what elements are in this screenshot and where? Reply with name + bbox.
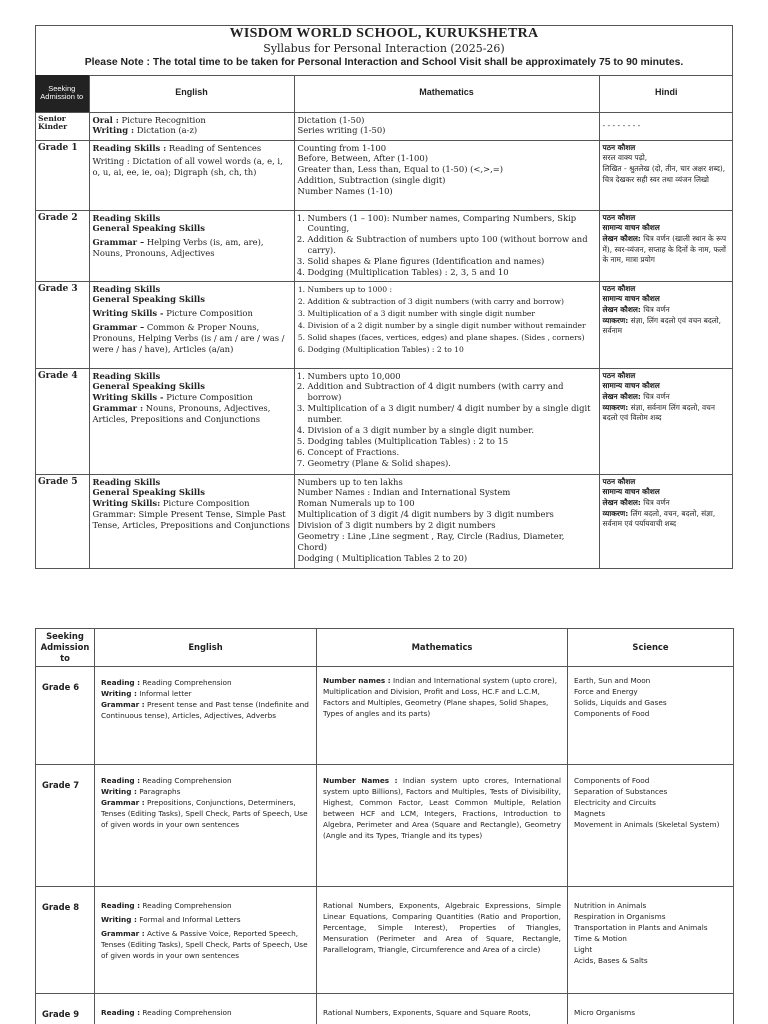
col-header-seeking: Seeking Admission to [36, 629, 95, 667]
table-header-row [35, 75, 733, 112]
grade-label: Grade 9 [36, 994, 95, 1024]
col-header-english: English [95, 629, 317, 667]
table-row-grade-9 [36, 994, 734, 1024]
table-row-grade-6 [36, 667, 734, 765]
hindi-cell: पठन कौशल सामान्य वाचन कौशल लेखन कौशल: चित्र वर्णन व्याकरण: संज्ञा, सर्वनाम लिंग बदलो, वचन बदलो एवं विलोम शब्द [599, 368, 733, 474]
hindi-cell: - - - - - - - - [599, 112, 733, 140]
math-cell: Number Names : Indian system upto crores, International system upto Billions), Factors and Multiples, Tests of Divisibility, Highest, Common Factor, Least Common Multiple, Relation between HCF and LCM, Integers, Fractions, Introduction to Algebra, Perimeter and Area (Square and Rectangle), Geometry (Angle and its Types, Triangle and its types) [317, 765, 568, 887]
grade-label: Senior Kinder [35, 112, 89, 140]
hindi-cell: पठन कौशल सामान्य वाचन कौशल लेखन कौशल: चित्र वर्णन व्याकरण: लिंग बदलो, वचन, बदलो, संज्ञा, सर्वनाम एवं पर्यायवाची शब्द [599, 474, 733, 569]
science-cell: Components of Food Separation of Substances Electricity and Circuits Magnets Movement in Animals (Skeletal System) [568, 765, 734, 887]
math-cell: Rational Numbers, Exponents, Square and Square Roots, [317, 994, 568, 1024]
table-row-grade-7 [36, 765, 734, 887]
english-cell: Reading : Reading Comprehension Writing : Informal letter Grammar : Present tense and Past tense (Indefinite and Continuous tense), Articles, Adjectives, Adverbs [95, 667, 317, 765]
english-cell: Reading Skills General Speaking Skills Grammar – Helping Verbs (is, am, are), Nouns, Pronouns, Adjectives [89, 210, 294, 281]
table-header-row [36, 629, 734, 667]
english-cell: Reading : Reading Comprehension Writing : Paragraphs Grammar : Prepositions, Conjunctions, Determiners, Tenses (Editing Tasks), Spell Check, Parts of Speech, Use of given words in your own sentences [95, 765, 317, 887]
math-cell: Number names : Indian and International system (upto crore), Multiplication and Division, Profit and Loss, HC.F and L.C.M, Factors and Multiples, Geometry (Plane shapes, Solid Shapes, Types of angles and its parts) [317, 667, 568, 765]
english-cell: Reading Skills General Speaking Skills Writing Skills - Picture Composition Grammar – Common & Proper Nouns, Pronouns, Helping Verbs (is / am / are / was / were / has / have), Articles (a/an) [89, 281, 294, 368]
grade-label: Grade 5 [35, 474, 89, 569]
grade-label: Grade 3 [35, 281, 89, 368]
science-cell: Nutrition in Animals Respiration in Organisms Transportation in Plants and Animals Time & Motion Light Acids, Bases & Salts [568, 887, 734, 994]
english-cell: Reading : Reading Comprehension [95, 994, 317, 1024]
english-cell: Oral : Picture Recognition Writing : Dictation (a-z) [89, 112, 294, 140]
col-header-hindi: Hindi [599, 75, 733, 112]
math-cell: 1. Numbers upto 10,000 2. Addition and Subtraction of 4 digit numbers (with carry and borrow) 3. Multiplication of a 3 digit number/ 4 digit number by a single digit number. 4. Division of a 3 digit number by a single digit number. 5. Dodging tables (Multiplication Tables) : 2 to 15 6. Concept of Fractions. 7. Geometry (Plane & Solid shapes). [294, 368, 599, 474]
primary-syllabus-table [35, 75, 733, 569]
english-cell: Reading Skills : Reading of Sentences Writing : Dictation of all vowel words (a, e, i, o, u, ai, ee, ie, oa); Digraph (sh, ch, th) [89, 140, 294, 210]
math-cell: 1. Numbers (1 – 100): Number names, Comparing Numbers, Skip Counting, 2. Addition & Subtraction of numbers upto 100 (without borrow and carry). 3. Solid shapes & Plane figures (Identification and names) 4. Dodging (Multiplication Tables) : 2, 3, 5 and 10 [294, 210, 599, 281]
time-note: Please Note : The total time to be taken for Personal Interaction and School Visit shall be approximately 75 to 90 minutes. [84, 57, 684, 68]
col-header-seeking: Seeking Admission to [35, 75, 89, 112]
math-cell: Rational Numbers, Exponents, Algebraic Expressions, Simple Linear Equations, Comparing Quantities (Ratio and Proportion, Percentage, Simple Interest), Properties of Triangles, Mensuration (Perimeter and Area of Square, Rectangle, Parallelogram, Triangle, Circumference and Area of a circle) [317, 887, 568, 994]
grade-label: Grade 7 [36, 765, 95, 887]
table-row-grade-8 [36, 887, 734, 994]
col-header-mathematics: Mathematics [294, 75, 599, 112]
table-row-grade-2 [35, 210, 733, 281]
hindi-cell: पठन कौशल सामान्य वाचन कौशल लेखन कौशल: चित्र वर्णन व्याकरण: संज्ञा, लिंग बदलो एवं वचन बदलो, सर्वनाम [599, 281, 733, 368]
table-row-grade-3 [35, 281, 733, 368]
grade-label: Grade 4 [35, 368, 89, 474]
hindi-cell: पठन कौशल सरल वाक्य पढ़ो, लिखित - श्रुतलेख (दो, तीन, चार अक्षर शब्द), चित्र देखकर सही स्वर तथा व्यंजन लिखो [599, 140, 733, 210]
english-cell: Reading Skills General Speaking Skills Writing Skills: Picture Composition Grammar: Simple Present Tense, Simple Past Tense, Articles, Prepositions and Conjunctions [89, 474, 294, 569]
math-cell: 1. Numbers up to 1000 : 2. Addition & subtraction of 3 digit numbers (with carry and borrow) 3. Multiplication of a 3 digit number with single digit number 4. Division of a 2 digit number by a single digit number without remainder 5. Solid shapes (faces, vertices, edges) and plane shapes. (Sides , corners) 6. Dodging (Multiplication Tables) : 2 to 10 [294, 281, 599, 368]
grade-label: Grade 2 [35, 210, 89, 281]
syllabus-subtitle: Syllabus for Personal Interaction (2025-26) [263, 42, 505, 55]
col-header-science: Science [568, 629, 734, 667]
english-cell: Reading Skills General Speaking Skills Writing Skills - Picture Composition Grammar : Nouns, Pronouns, Adjectives, Articles, Prepositions and Conjunctions [89, 368, 294, 474]
middle-syllabus-table [35, 628, 734, 1024]
grade-label: Grade 1 [35, 140, 89, 210]
col-header-mathematics: Mathematics [317, 629, 568, 667]
table-row-grade-4 [35, 368, 733, 474]
math-cell: Dictation (1-50) Series writing (1-50) [294, 112, 599, 140]
grade-label: Grade 6 [36, 667, 95, 765]
table-row-grade-5 [35, 474, 733, 569]
grade-label: Grade 8 [36, 887, 95, 994]
hindi-cell: पठन कौशल सामान्य वाचन कौशल लेखन कौशल: चित्र वर्णन (खाली स्थान के रूप में), स्वर-व्यंजन, सप्ताह के दिनों के नाम, फलों के नाम, मात्रा प्रयोग [599, 210, 733, 281]
document-header [36, 26, 732, 76]
science-cell: Earth, Sun and Moon Force and Energy Solids, Liquids and Gases Components of Food [568, 667, 734, 765]
science-cell: Micro Organisms [568, 994, 734, 1024]
col-header-english: English [89, 75, 294, 112]
math-cell: Counting from 1-100 Before, Between, After (1-100) Greater than, Less than, Equal to (1-50) (<,>,=) Addition, Subtraction (single digit) Number Names (1-10) [294, 140, 599, 210]
english-cell: Reading : Reading Comprehension Writing : Formal and Informal Letters Grammar : Active & Passive Voice, Reported Speech, Tenses (Editing Tasks), Spell Check, Parts of Speech, Use of given words in your own sentences [95, 887, 317, 994]
table-row-grade-1 [35, 140, 733, 210]
table-row-senior-kinder [35, 112, 733, 140]
math-cell: Numbers up to ten lakhs Number Names : Indian and International System Roman Numerals up to 100 Multiplication of 3 digit /4 digit numbers by 3 digit numbers Division of 3 digit numbers by 2 digit numbers Geometry : Line ,Line segment , Ray, Circle (Radius, Diameter, Chord) Dodging ( Multiplication Tables 2 to 20) [294, 474, 599, 569]
school-name: WISDOM WORLD SCHOOL, KURUKSHETRA [229, 26, 539, 41]
